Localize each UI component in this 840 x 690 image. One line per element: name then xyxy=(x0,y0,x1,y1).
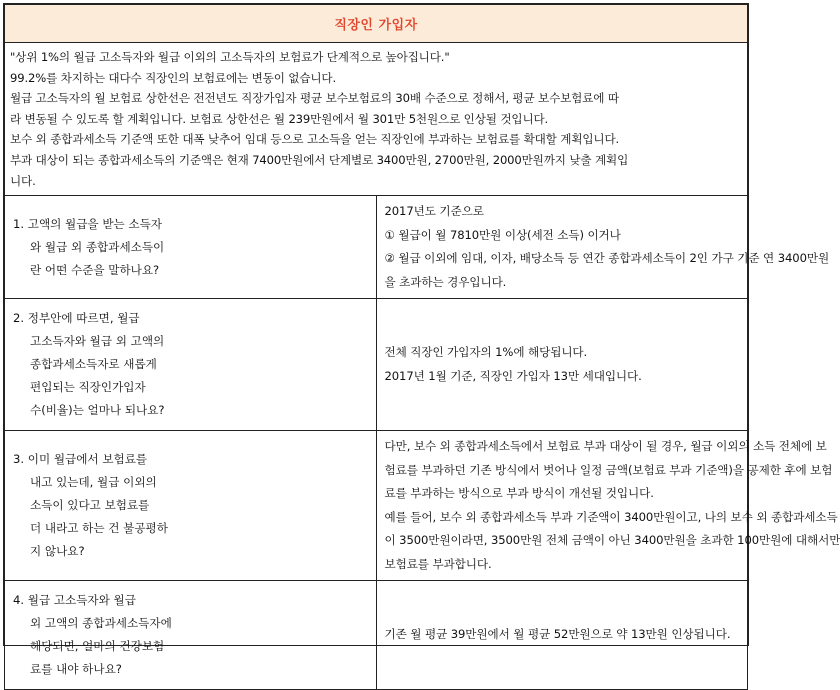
question-line: 3. 이미 월급에서 보험료를 xyxy=(13,452,148,467)
question-line: 편입되는 직장인가입자 xyxy=(30,380,146,395)
intro-line: "상위 1%의 월급 고소득자와 월급 이외의 고소득자의 보험료가 단계적으로 높아집니다." xyxy=(10,50,450,64)
document xyxy=(3,3,840,677)
question-line: 지 않나요? xyxy=(30,544,85,559)
faq-row-3 xyxy=(5,431,748,581)
answer-line: 다만, 보수 외 종합과세소득에서 보험료 부과 대상이 될 경우, 월급 이외의 소득 전체에 보 xyxy=(384,439,827,454)
faq-answer-3 xyxy=(376,431,840,581)
faq-row-1 xyxy=(5,196,748,299)
question-line: 내고 있는데, 월급 이외의 xyxy=(30,475,157,490)
intro-line: 부과 대상이 되는 종합과세소득의 기준액은 현재 7400만원에서 단계별로 3400만원, 2700만원, 2000만원까지 낮출 계획입 xyxy=(10,152,629,167)
faq-answer-4 xyxy=(376,581,748,690)
question-line: 료를 내야 하나요? xyxy=(30,662,122,677)
answer-line: 기존 월 평균 39만원에서 월 평균 52만원으로 약 13만원 인상됩니다. xyxy=(384,627,731,642)
answer-line: 보험료를 부과합니다. xyxy=(384,556,492,571)
question-line: 1. 고액의 월급을 받는 소득자 xyxy=(13,216,162,231)
answer-line: 2017년도 기준으로 xyxy=(384,204,484,219)
answer-line: 료를 부과하는 방식으로 부과 방식이 개선될 것입니다. xyxy=(384,486,654,501)
question-line: 4. 월급 고소득자와 월급 xyxy=(13,593,136,608)
question-line: 와 월급 외 종합과세소득이 xyxy=(30,239,165,254)
info-table xyxy=(4,4,840,690)
answer-line: 을 초과하는 경우입니다. xyxy=(384,274,507,289)
question-line: 더 내라고 하는 건 불공평하 xyxy=(30,521,168,536)
intro-line: 니다. xyxy=(10,173,36,188)
answer-line: ② 월급 이외에 임대, 이자, 배당소득 등 연간 종합과세소득이 2인 가구 기준 연 3400만원 xyxy=(384,251,830,266)
answer-line: 전체 직장인 가입자의 1%에 해당됩니다. xyxy=(384,345,588,360)
table-title: 직장인 가입자 xyxy=(5,5,748,43)
question-line: 2. 정부안에 따르면, 월급 xyxy=(13,311,140,326)
intro-line: 99.2%를 차지하는 대다수 직장인의 보험료에는 변동이 없습니다. xyxy=(10,70,337,85)
faq-question-1 xyxy=(5,196,377,299)
faq-row-4 xyxy=(5,581,748,690)
question-line: 고소득자와 월급 외 고액의 xyxy=(30,334,165,349)
intro-line: 보수 외 종합과세소득 기준액 또한 대폭 낮추어 임대 등으로 고소득을 얻는 직장인에 부과하는 보험료를 확대할 계획입니다. xyxy=(10,132,620,147)
answer-line: ① 월급이 월 7810만원 이상(세전 소득) 이거나 xyxy=(384,227,621,242)
answer-line: 험료를 부과하던 기존 방식에서 벗어나 일정 금액(보험료 부과 기준액)을 공제한 후에 보험 xyxy=(384,462,833,477)
question-line: 해당되면, 얼마의 건강보험 xyxy=(30,639,165,654)
faq-row-2 xyxy=(5,299,748,431)
faq-answer-2 xyxy=(376,299,748,431)
question-line: 란 어떤 수준을 말하나요? xyxy=(30,262,160,277)
question-line: 소득이 있다고 보험료를 xyxy=(30,498,150,513)
intro-section xyxy=(5,43,748,196)
faq-question-2 xyxy=(5,299,377,431)
question-line: 외 고액의 종합과세소득자에 xyxy=(30,616,172,631)
answer-line: 2017년 1월 기준, 직장인 가입자 13만 세대입니다. xyxy=(384,368,642,383)
question-line: 종합과세소득자로 새롭게 xyxy=(30,357,157,372)
answer-line: 예를 들어, 보수 외 종합과세소득 부과 기준액이 3400만원이고, 나의 보수 외 종합과세소득 xyxy=(384,509,838,524)
faq-answer-1 xyxy=(376,196,830,299)
answer-line: 이 3500만원이라면, 3500만원 전체 금액이 아닌 3400만원을 초과한 100만원에 대해서만 xyxy=(384,533,840,548)
faq-question-4 xyxy=(5,581,377,690)
intro-line: 월급 고소득자의 월 보험료 상한선은 전전년도 직장가입자 평균 보수보험료의 30배 수준으로 정해서, 평균 보수보험료에 따 xyxy=(10,91,619,106)
intro-line: 라 변동될 수 있도록 할 계획입니다. 보험료 상한선은 월 239만원에서 월 301만 5천원으로 인상될 것입니다. xyxy=(10,111,549,126)
faq-question-3 xyxy=(5,431,377,581)
question-line: 수(비율)는 얼마나 되나요? xyxy=(30,403,165,418)
